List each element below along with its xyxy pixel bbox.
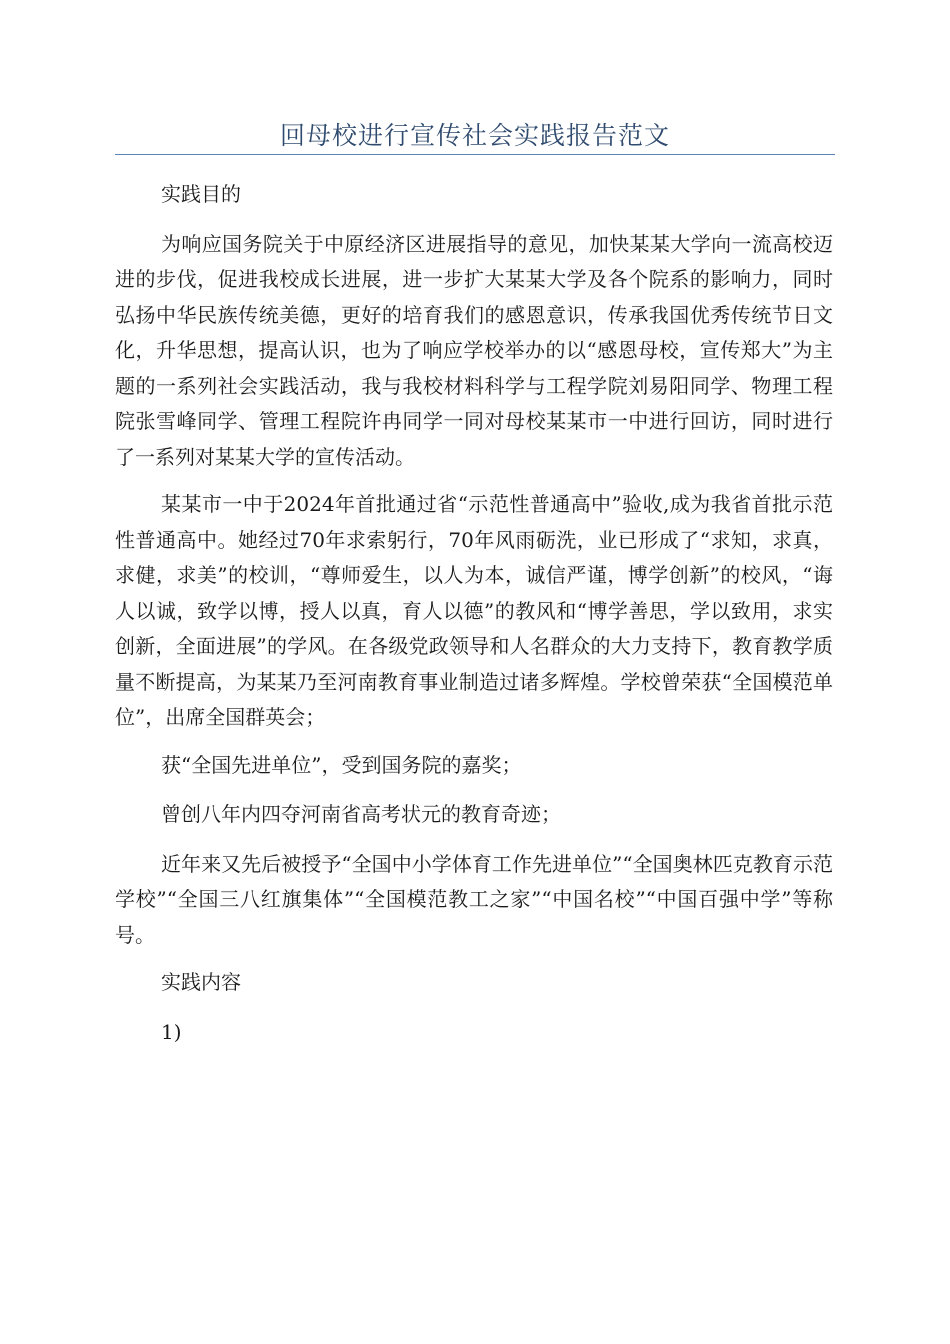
paragraph-award-2: 曾创八年内四夺河南省高考状元的教育奇迹； <box>161 802 561 826</box>
paragraph-award-1: 获“全国先进单位”，受到国务院的嘉奖； <box>161 752 522 777</box>
list-item-1: 1) <box>161 1019 182 1044</box>
paragraph-school-intro: 某某市一中于2024年首批通过省“示范性普通高中”验收,成为我省首批示范性普通高中。她经过70年求索躬行，70年风雨砺洗，业已形成了“求知，求真，求健，求美”的校训，“尊师爱生，以人为本，诚信严谨，博学创新”的校风，“诲人以诚，致学以博，授人以真，育人以德”的教风和“博学善思，学以致用，求实创新，全面进展”的学风。在各级党政领导和人名群众的大力支持下，教育教学质量不断提高，为某某乃至河南教育事业制造过诸多辉煌。学校曾荣获“全国模范单位”，出席全国群英会； <box>115 492 833 729</box>
section-heading-purpose: 实践目的 <box>161 182 241 206</box>
section-heading-content: 实践内容 <box>161 970 241 994</box>
paragraph-honors: 近年来又先后被授予“全国中小学体育工作先进单位”“全国奥林匹克教育示范学校”“全国三八红旗集体”“全国模范教工之家”“中国名校”“中国百强中学”等称号。 <box>115 851 833 947</box>
title-underline <box>115 154 835 155</box>
paragraph-purpose: 为响应国务院关于中原经济区进展指导的意见，加快某某大学向一流高校迈进的步伐，促进我校成长进展，进一步扩大某某大学及各个院系的影响力，同时弘扬中华民族传统美德，更好的培育我们的感恩意识，传承我国优秀传统节日文化，升华思想，提高认识，也为了响应学校举办的以“感恩母校，宣传郑大”为主题的一系列社会实践活动，我与我校材料科学与工程学院刘易阳同学、物理工程院张雪峰同学、管理工程院许冉同学一同对母校某某市一中进行回访，同时进行了一系列对某某大学的宣传活动。 <box>115 231 833 469</box>
document-body <box>115 177 833 1062</box>
document-title: 回母校进行宣传社会实践报告范文 <box>279 121 670 150</box>
